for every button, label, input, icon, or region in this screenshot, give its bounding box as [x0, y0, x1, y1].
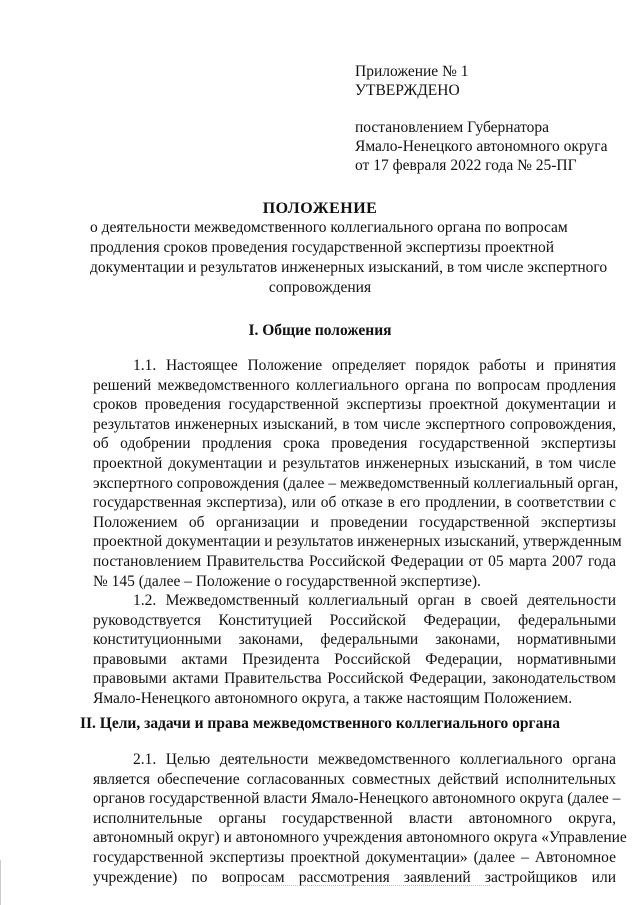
text-line: постановлением Правительства Российской Федерации от 05 марта 2007 года — [93, 552, 616, 570]
text-line: проектной документации и результатов инженерных изысканий, утвержденным — [93, 533, 622, 551]
text-line: является обеспечение согласованных совместных действий исполнительных — [93, 770, 616, 788]
text-line: об одобрении продления срока проведения государственной экспертизы — [93, 435, 616, 453]
text-line: автономный округ) и автономного учреждения автономного округа «Управление — [93, 829, 627, 847]
scan-artifact-edge — [0, 860, 1, 905]
document-title: ПОЛОЖЕНИЕ — [262, 200, 378, 217]
subtitle-line: продления сроков проведения государственной экспертизы проектной — [90, 239, 555, 256]
document-subtitle — [90, 218, 608, 298]
text-line: правовыми актами Президента Российской Федерации, нормативными — [93, 650, 616, 668]
paragraph-1-2 — [93, 591, 616, 709]
approval-decree: постановлением Губернатора — [355, 119, 550, 136]
section-2-heading: II. Цели, задачи и права межведомственного коллегиального органа — [79, 715, 561, 732]
text-line: 1.1. Настоящее Положение определяет порядок работы и принятия — [133, 357, 616, 374]
text-line: государственной экспертизы проектной документации» (далее – Автономное — [93, 848, 616, 866]
text-line: сроков проведения государственной экспертизы проектной документации и — [93, 396, 616, 414]
subtitle-line: о деятельности межведомственного коллегиального органа по вопросам — [90, 219, 568, 236]
text-line: исполнительные органы государственной власти автономного округа, — [93, 809, 616, 827]
section-1-heading: I. Общие положения — [248, 322, 392, 339]
approval-date: от 17 февраля 2022 года № 25-ПГ — [355, 157, 577, 174]
text-line: результатов инженерных изысканий, в том числе экспертного сопровождения, — [93, 415, 616, 433]
text-line: правовыми актами Правительства Российской Федерации, законодательством — [93, 670, 616, 688]
text-line: государственная экспертиза), или об отказе в его продлении, в соответствии с — [93, 494, 616, 512]
paragraph-1-1 — [93, 356, 622, 591]
text-line: проектной документации и результатов инженерных изысканий, в том числе — [93, 454, 616, 472]
approved-stamp: УТВЕРЖДЕНО — [355, 82, 460, 99]
text-line: 1.2. Межведомственный коллегиальный орган в своей деятельности — [133, 592, 616, 609]
text-line: конституционными законами, федеральными законами, нормативными — [93, 631, 616, 649]
text-line: решений межведомственного коллегиального органа по вопросам продления — [93, 376, 616, 394]
text-line: учреждение) по вопросам рассмотрения заявлений застройщиков или — [93, 868, 616, 886]
text-line: Положением об организации и проведении государственной экспертизы — [93, 513, 616, 531]
text-line: 2.1. Целью деятельности межведомственного коллегиального органа — [133, 751, 616, 768]
approval-authority: Ямало-Ненецкого автономного округа — [355, 138, 608, 155]
subtitle-line: сопровождения — [268, 279, 372, 296]
text-line: руководствуется Конституцией Российской Федерации, федеральными — [93, 611, 616, 629]
text-line: органов государственной власти Ямало-Ненецкого автономного округа (далее – — [93, 790, 621, 808]
appendix-number: Приложение № 1 — [355, 63, 469, 80]
scan-artifact-rule — [240, 885, 490, 886]
paragraph-2-1 — [93, 750, 627, 887]
text-line: экспертного сопровождения (далее – межведомственный коллегиальный орган, — [93, 474, 619, 492]
approval-block — [355, 62, 607, 175]
subtitle-line: документации и результатов инженерных изысканий, в том числе экспертного — [90, 259, 608, 276]
text-line: № 145 (далее – Положение о государственной экспертизе). — [93, 572, 481, 590]
text-line: Ямало-Ненецкого автономного округа, а также настоящим Положением. — [93, 689, 573, 707]
